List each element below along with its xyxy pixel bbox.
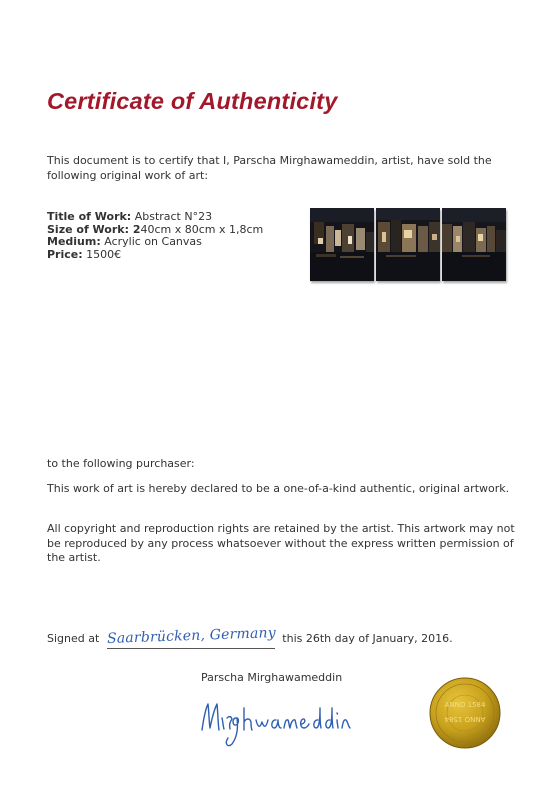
signing-date: this 26th day of January, 2016.	[282, 632, 453, 645]
purchaser-line: to the following purchaser:	[47, 457, 195, 470]
signing-place	[106, 625, 276, 649]
gold-seal-stamp	[428, 676, 502, 750]
signed-at-label: Signed at	[47, 632, 100, 645]
work-details	[47, 211, 263, 261]
intro-paragraph: This document is to certify that I, Parscha Mirghawameddin, artist, have sold the following original work of art:	[47, 154, 492, 182]
page-title: Certificate of Authenticity	[47, 88, 338, 114]
artist-signature	[196, 694, 356, 749]
artwork-panel-left	[310, 208, 374, 281]
artwork-panel-right	[442, 208, 506, 281]
signing-place-handwriting: Saarbrücken, Germany	[106, 625, 276, 647]
detail-medium: Medium: Acrylic on Canvas	[47, 235, 202, 248]
detail-title-of-work: Title of Work: Abstract N°23	[47, 210, 213, 223]
declaration-paragraph: This work of art is hereby declared to be a one-of-a-kind authentic, original artwork.	[47, 482, 510, 495]
seal-text-top: ANNO 1584	[444, 701, 486, 709]
seal-text-bottom: ANNO 1584	[444, 715, 486, 723]
rights-paragraph: All copyright and reproduction rights are retained by the artist. This artwork may not be reproduced by any process whatsoever without the express written permission of the artist.	[47, 522, 515, 564]
artwork-triptych-image	[310, 208, 506, 283]
artwork-panel-middle	[376, 208, 440, 281]
detail-price: Price: 1500€	[47, 247, 122, 261]
detail-size-of-work: Size of Work: 240cm x 80cm x 1,8cm	[47, 222, 264, 236]
signed-line	[47, 625, 453, 647]
artist-name: Parscha Mirghawameddin	[201, 671, 343, 684]
